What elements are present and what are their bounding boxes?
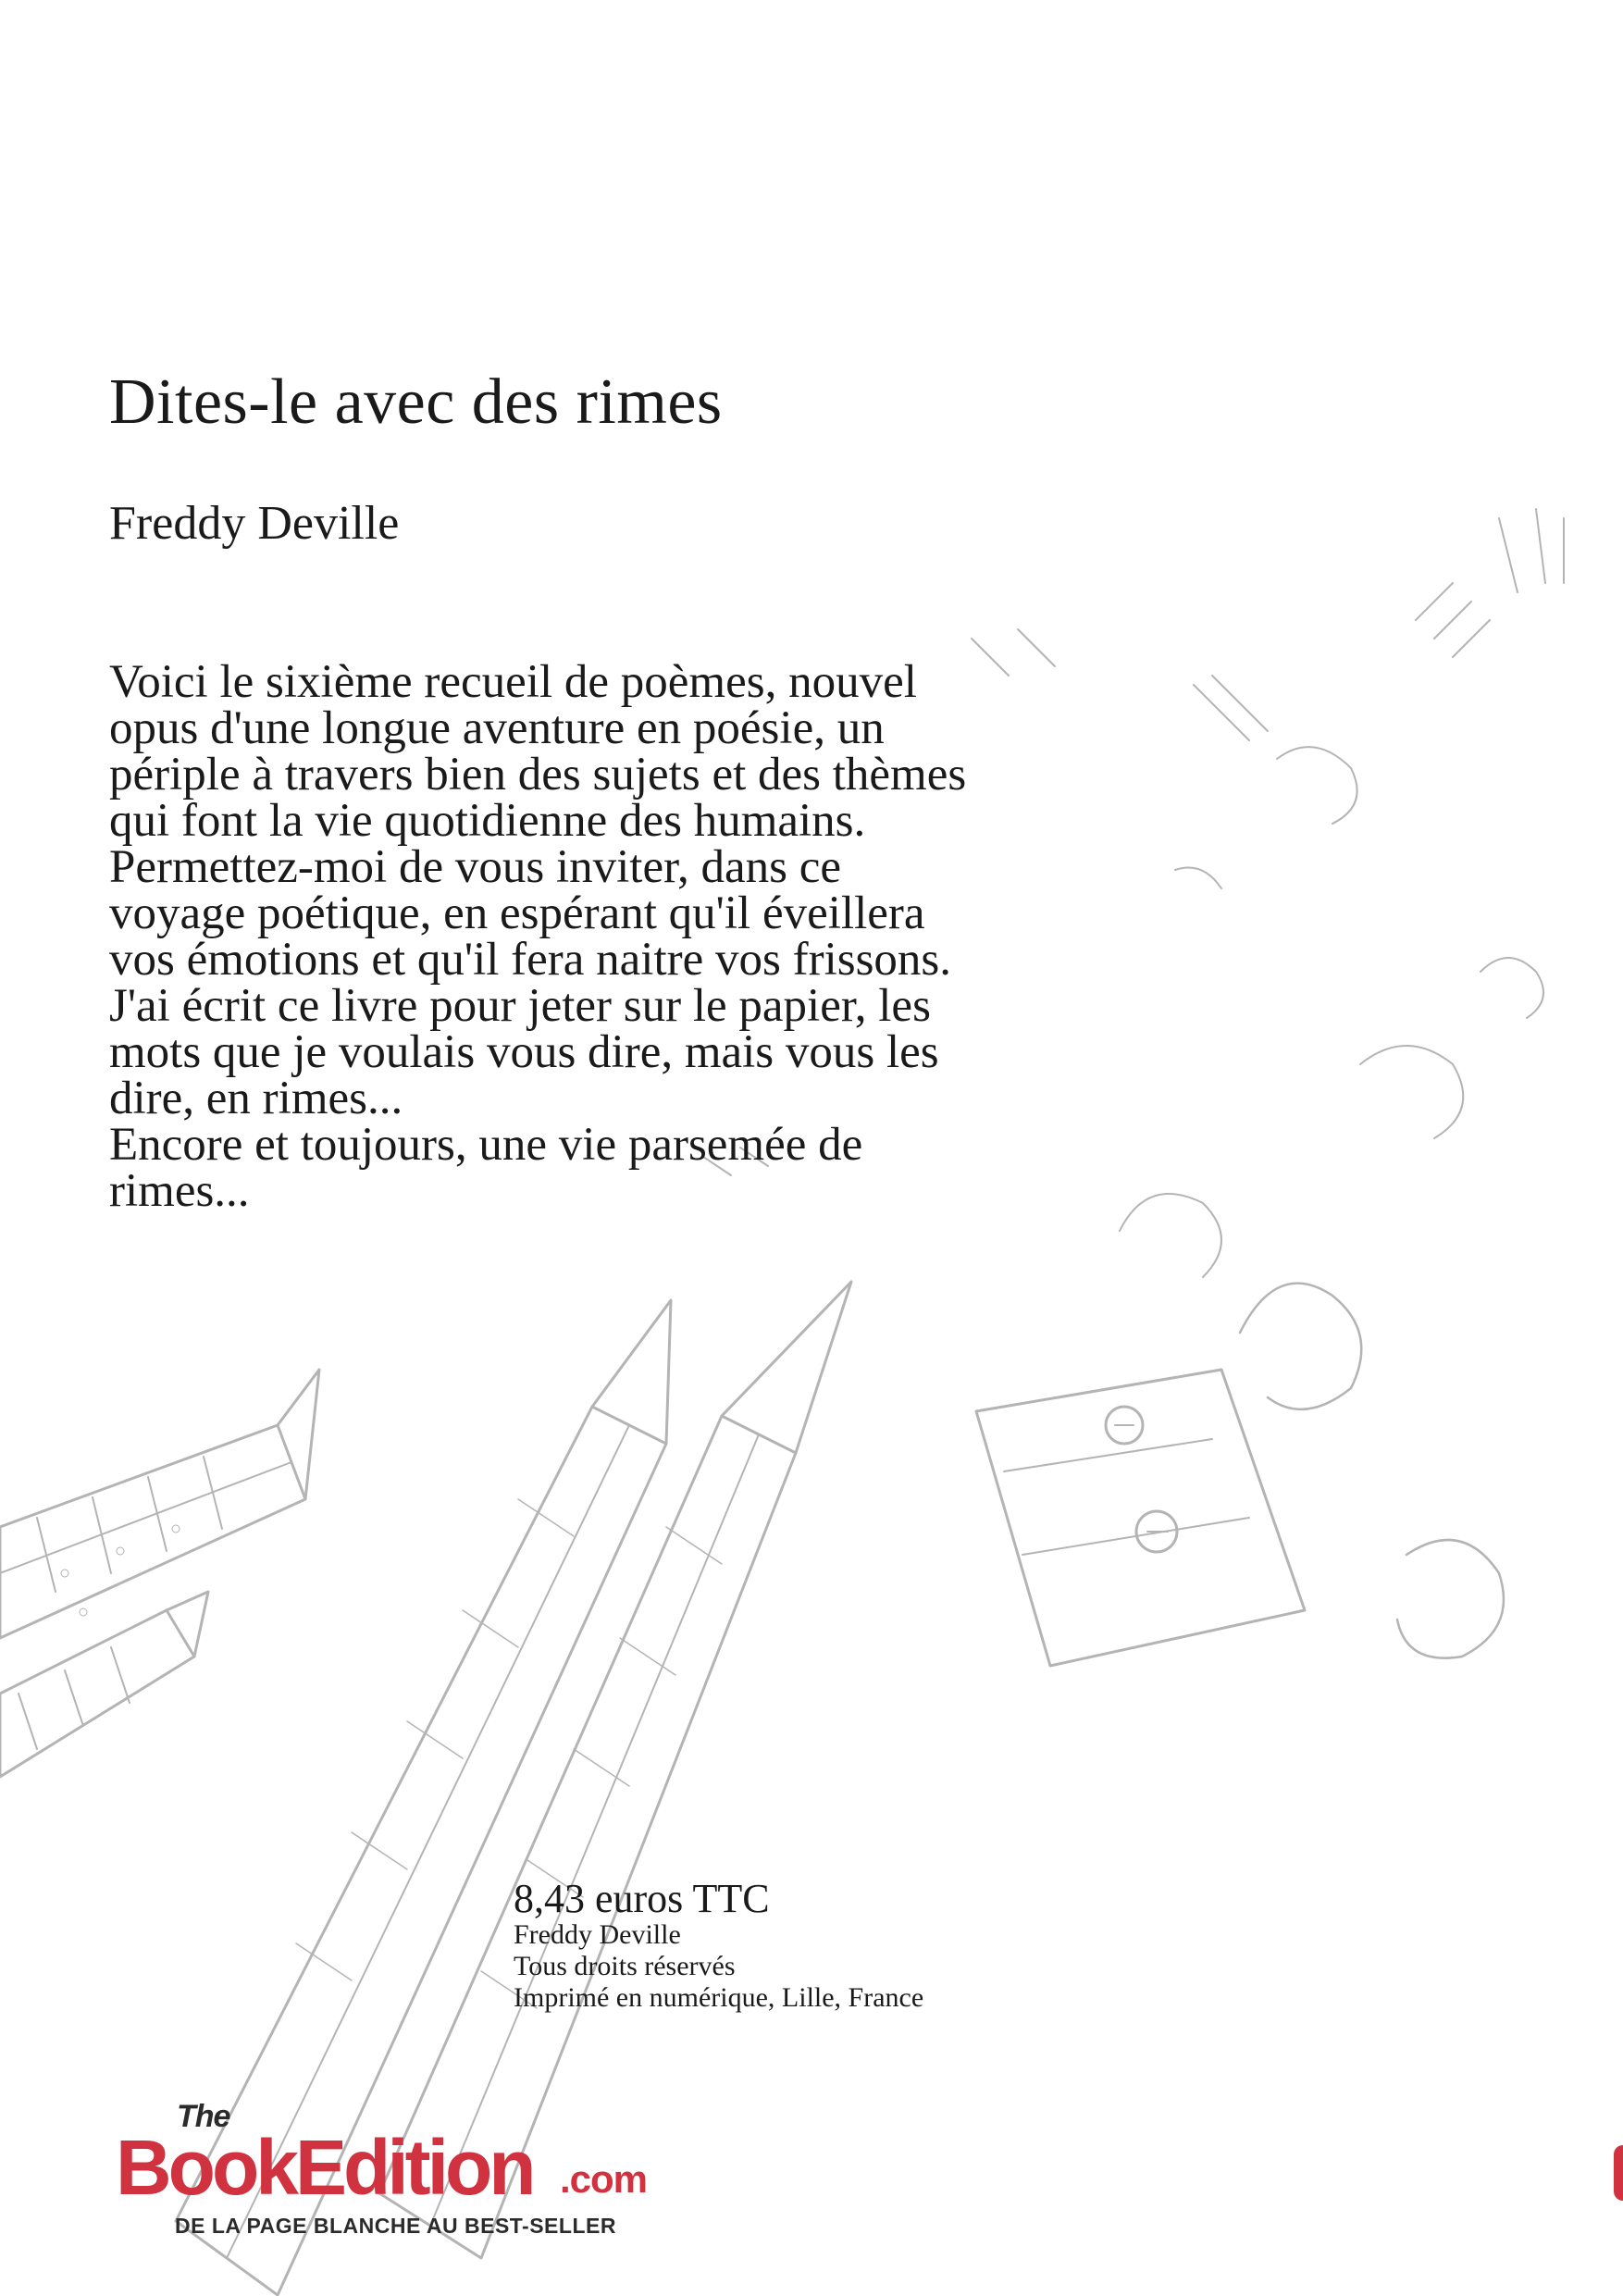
price: 8,43 euros TTC <box>514 1876 770 1921</box>
logo-wordmark: BookEdition <box>116 2124 533 2211</box>
blurb-line: dire, en rimes... <box>109 1073 403 1124</box>
blurb-line: Encore et toujours, une vie parsemée de <box>109 1119 863 1171</box>
blurb-line: vos émotions et qu'il fera naitre vos frissons. <box>109 934 952 986</box>
blurb-line: Permettez-moi de vous inviter, dans ce <box>109 841 842 893</box>
logo-domain: .com <box>560 2157 648 2201</box>
pencil-left-icon <box>0 1370 319 1638</box>
imprint-block <box>514 1876 924 2014</box>
blurb-line: Voici le sixième recueil de poèmes, nouvel <box>109 656 917 708</box>
publisher-logo <box>116 2101 671 2249</box>
blurb-line: opus d'une longue aventure en poésie, un <box>109 702 885 754</box>
pencil-lower-left-icon <box>0 1592 208 1777</box>
blurb-line: J'ai écrit ce livre pour jeter sur le papier, les <box>109 980 931 1032</box>
blurb-line: périple à travers bien des sujets et des thèmes <box>109 749 967 800</box>
pencil-sharpener-icon <box>976 1370 1305 1666</box>
blurb-line: voyage poétique, en espérant qu'il éveillera <box>109 887 925 939</box>
book-author: Freddy Deville <box>109 497 400 550</box>
book-title: Dites-le avec des rimes <box>109 366 723 438</box>
imprint-printing: Imprimé en numérique, Lille, France <box>514 1982 924 2013</box>
corner-mark-decoration <box>1614 2145 1623 2201</box>
imprint-author: Freddy Deville <box>514 1919 681 1950</box>
blurb-line: rimes... <box>109 1165 250 1217</box>
logo-the-text: The <box>177 2099 230 2134</box>
logo-tagline: DE LA PAGE BLANCHE AU BEST-SELLER <box>175 2214 616 2238</box>
blurb-line: mots que je voulais vous dire, mais vous les <box>109 1026 939 1078</box>
blurb-line: qui font la vie quotidienne des humains. <box>109 795 866 847</box>
imprint-rights: Tous droits réservés <box>514 1951 736 1981</box>
back-cover-blurb <box>109 656 1220 1217</box>
